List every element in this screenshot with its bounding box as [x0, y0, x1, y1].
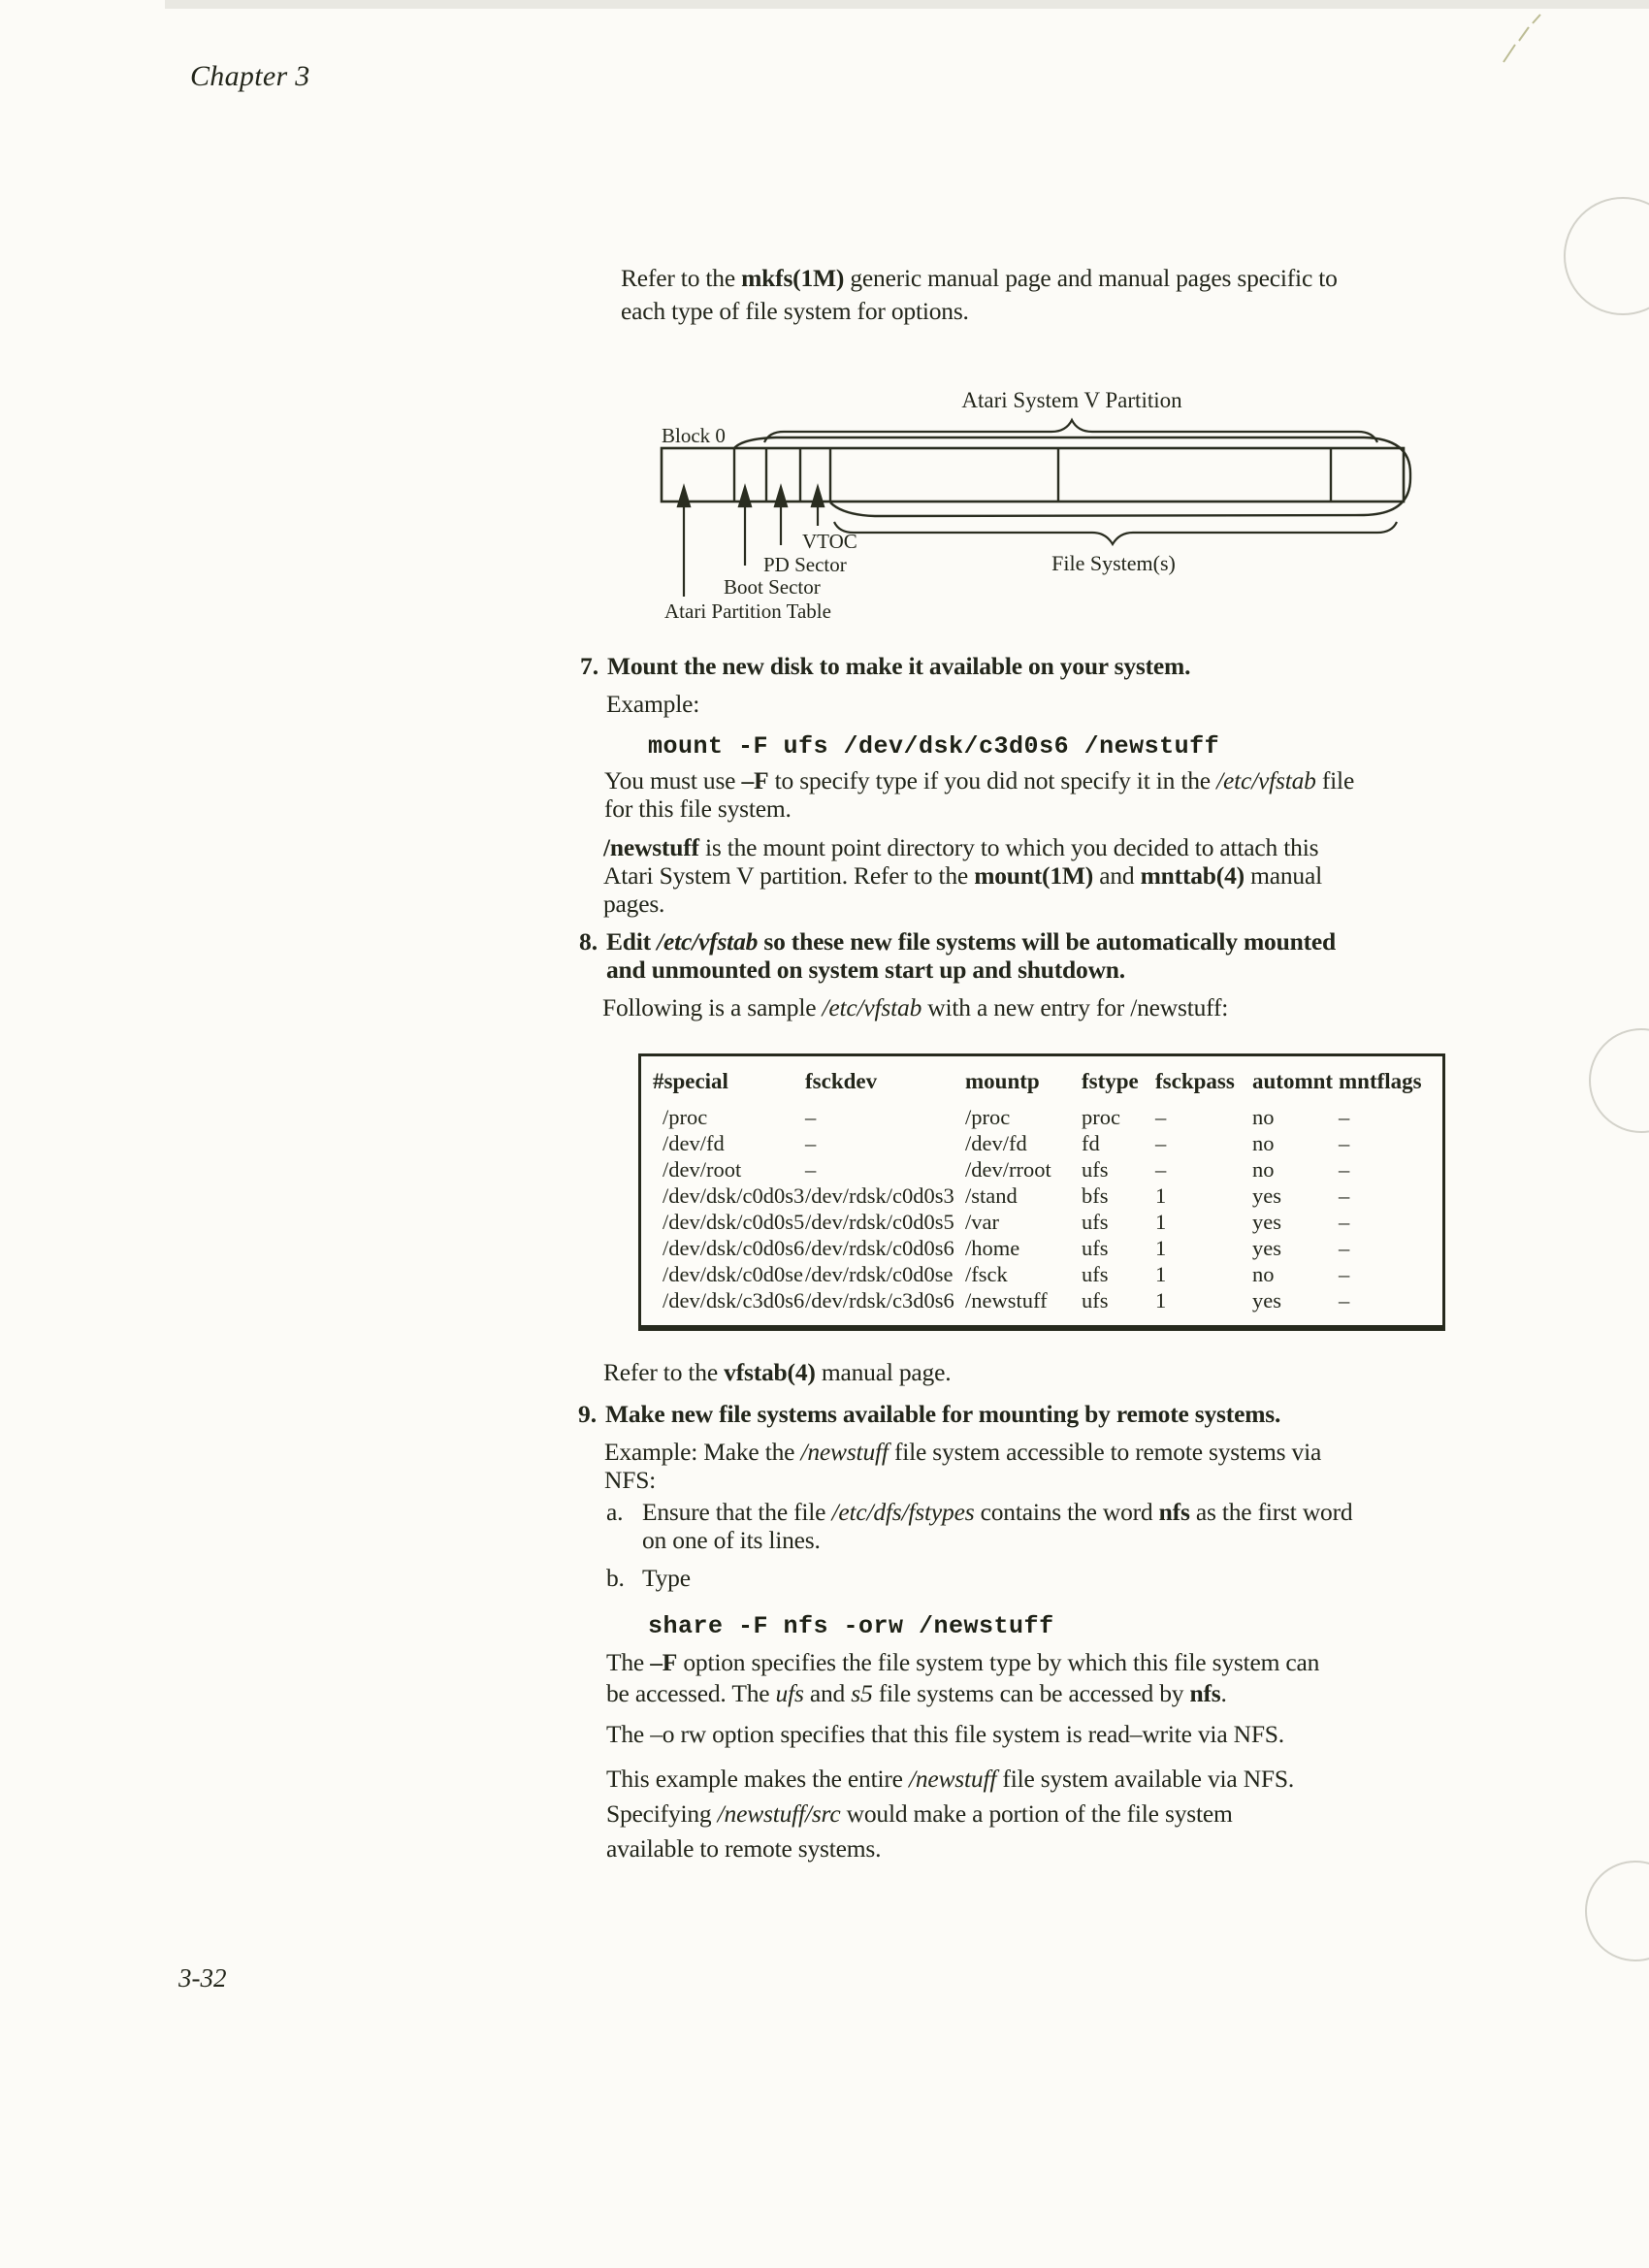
text-segment: vfstab(4) — [724, 1358, 816, 1386]
text-segment: mount(1M) — [974, 861, 1094, 890]
text-segment: option specifies the file system type by which this file system can — [677, 1648, 1320, 1676]
text-segment: manual — [1244, 861, 1322, 890]
table-row — [641, 1209, 1442, 1235]
step-8-para-1 — [602, 993, 1228, 1022]
text-segment: would make a portion of the file system — [840, 1799, 1233, 1828]
table-cell: /dev/dsk/c0d0s6 — [663, 1236, 805, 1260]
table-cell: 1 — [1155, 1210, 1167, 1234]
pen-scratch-mark — [1494, 12, 1562, 70]
step-9-para-2 — [606, 1647, 1319, 1709]
table-cell: – — [1155, 1131, 1167, 1155]
text-segment: The — [606, 1648, 651, 1676]
sub-item-b-label: b. — [606, 1564, 625, 1592]
table-cell: – — [1339, 1210, 1350, 1234]
text-segment: Refer to the — [621, 264, 742, 292]
table-cell: – — [1339, 1236, 1350, 1260]
vfstab-table-body — [641, 1104, 1442, 1313]
table-cell: /fsck — [965, 1262, 1008, 1286]
text-segment: The –o rw option specifies that this file system is read–write via NFS. — [606, 1720, 1284, 1748]
table-header-cell: fstype — [1082, 1069, 1139, 1093]
table-cell: proc — [1082, 1105, 1120, 1129]
text-segment: and — [803, 1679, 852, 1707]
table-cell: no — [1252, 1105, 1275, 1129]
text-segment: nfs — [1158, 1498, 1190, 1526]
mount-command-code: mount -F ufs /dev/dsk/c3d0s6 /newstuff — [648, 732, 1220, 761]
text-segment: /etc/vfstab — [822, 993, 922, 1021]
up-arrow — [739, 487, 751, 506]
partition-diagram — [629, 380, 1443, 652]
text-segment: mnttab(4) — [1140, 861, 1245, 890]
text-segment: nfs — [1189, 1679, 1221, 1707]
text-segment: Make new file systems available for mounting by remote systems. — [605, 1400, 1281, 1428]
text-segment: pages. — [603, 890, 665, 918]
table-cell: no — [1252, 1131, 1275, 1155]
table-cell: fd — [1082, 1131, 1100, 1155]
text-segment: Specifying — [606, 1799, 718, 1828]
table-cell: /newstuff — [965, 1288, 1048, 1312]
table-cell: /dev/rroot — [965, 1157, 1051, 1182]
table-cell: /stand — [965, 1183, 1018, 1208]
step-7-para-1 — [604, 766, 1354, 823]
table-cell: – — [805, 1157, 817, 1182]
text-segment: on one of its lines. — [642, 1526, 821, 1554]
table-row — [641, 1287, 1442, 1313]
text-segment: /newstuff — [603, 833, 699, 861]
text-segment: /etc/dfs/fstypes — [831, 1498, 975, 1526]
text-segment: . — [1220, 1679, 1227, 1707]
text-segment: You must use — [604, 766, 742, 794]
page-curl-mark — [1589, 1028, 1649, 1133]
table-header-cell: automnt — [1252, 1069, 1334, 1093]
table-cell: ufs — [1082, 1157, 1109, 1182]
bottom-brace — [834, 522, 1397, 544]
table-cell: no — [1252, 1157, 1275, 1182]
partition-table-label: Atari Partition Table — [664, 599, 831, 623]
text-segment: as the first word — [1189, 1498, 1353, 1526]
text-segment: so these new file systems will be automatically mounted — [758, 927, 1336, 956]
table-cell: – — [1339, 1131, 1350, 1155]
partition-dividers — [734, 448, 1331, 502]
table-cell: – — [805, 1105, 817, 1129]
table-header-cell: mntflags — [1339, 1069, 1422, 1093]
step-8-title — [606, 927, 1336, 984]
text-segment: Ensure that the file — [642, 1498, 832, 1526]
file-systems-label: File System(s) — [1051, 551, 1176, 575]
table-cell: ufs — [1082, 1288, 1109, 1312]
sub-item-a-text — [642, 1498, 1352, 1554]
table-cell: bfs — [1082, 1183, 1109, 1208]
step-9-para-3 — [606, 1720, 1284, 1749]
text-segment: available to remote systems. — [606, 1834, 882, 1863]
sub-item-b-text: Type — [642, 1564, 691, 1592]
table-cell: no — [1252, 1262, 1275, 1286]
table-cell: 1 — [1155, 1262, 1167, 1286]
step-9-number: 9. — [578, 1400, 598, 1428]
sub-item-a-label: a. — [606, 1498, 624, 1526]
text-segment: /etc/vfstab — [1216, 766, 1316, 794]
text-segment: mkfs(1M) — [741, 264, 845, 292]
table-cell: ufs — [1082, 1236, 1109, 1260]
text-segment: s5 — [851, 1679, 873, 1707]
vfstab-reference — [603, 1358, 951, 1387]
table-cell: – — [1155, 1105, 1167, 1129]
text-segment: ufs — [775, 1679, 804, 1707]
table-cell: /dev/dsk/c0d0s3 — [663, 1183, 805, 1208]
table-cell: – — [1339, 1157, 1350, 1182]
vfstab-table-frame — [638, 1053, 1445, 1331]
example-label: Example: — [606, 690, 700, 718]
table-cell: /var — [965, 1210, 999, 1234]
text-segment: and unmounted on system start up and shutdown. — [606, 956, 1125, 984]
step-9-para-4 — [606, 1762, 1294, 1866]
table-header-cell: fsckdev — [805, 1069, 878, 1093]
table-cell: – — [1155, 1157, 1167, 1182]
table-row — [641, 1156, 1442, 1183]
text-segment: /newstuff — [800, 1438, 889, 1466]
page-number: 3-32 — [178, 1963, 227, 1993]
table-row — [641, 1183, 1442, 1209]
vfstab-table — [641, 1056, 1442, 1313]
table-cell: /dev/root — [663, 1157, 742, 1182]
table-cell: /dev/fd — [965, 1131, 1027, 1155]
table-row — [641, 1235, 1442, 1261]
step-7-para-2 — [603, 833, 1322, 918]
page-curl-mark — [1585, 1861, 1649, 1961]
text-segment: generic manual page and manual pages specific to — [844, 264, 1338, 292]
text-segment: be accessed. The — [606, 1679, 776, 1707]
table-cell: 1 — [1155, 1183, 1167, 1208]
table-cell: /dev/rdsk/c0d0s5 — [805, 1210, 954, 1234]
table-cell: /dev/dsk/c0d0se — [663, 1262, 803, 1286]
text-segment: Mount the new disk to make it available on your system. — [607, 652, 1191, 680]
partition-bar — [662, 448, 1404, 502]
table-cell: – — [1339, 1288, 1350, 1312]
table-cell: yes — [1252, 1210, 1281, 1234]
step-7-number: 7. — [580, 652, 599, 680]
text-segment: file system available via NFS. — [996, 1765, 1295, 1793]
up-arrow — [678, 487, 690, 506]
text-segment: file systems can be accessed by — [872, 1679, 1190, 1707]
table-cell: /dev/dsk/c0d0s5 — [663, 1210, 805, 1234]
table-cell: /dev/fd — [663, 1131, 725, 1155]
text-segment: /newstuff — [908, 1765, 997, 1793]
text-segment: –F — [650, 1648, 678, 1676]
text-segment: Example: Make the — [604, 1438, 801, 1466]
text-segment: file system accessible to remote systems via — [888, 1438, 1322, 1466]
table-cell: – — [1339, 1183, 1350, 1208]
text-segment: file — [1315, 766, 1355, 794]
share-command-code: share -F nfs -orw /newstuff — [648, 1612, 1054, 1640]
table-header-cell: mountp — [965, 1069, 1040, 1093]
text-segment: and — [1093, 861, 1141, 890]
table-cell: yes — [1252, 1236, 1281, 1260]
pd-sector-label: PD Sector — [763, 553, 847, 576]
text-segment: –F — [741, 766, 769, 794]
table-cell: /dev/rdsk/c0d0se — [805, 1262, 954, 1286]
table-row — [641, 1104, 1442, 1130]
top-brace — [764, 420, 1377, 442]
step-7-title — [607, 652, 1190, 681]
text-segment: Atari System V partition. Refer to the — [603, 861, 975, 890]
scan-edge-band — [165, 0, 1649, 9]
text-segment: Refer to the — [603, 1358, 725, 1386]
text-segment: This example makes the entire — [606, 1765, 909, 1793]
table-cell: – — [1339, 1262, 1350, 1286]
text-segment: manual page. — [815, 1358, 952, 1386]
nfs-example-para — [604, 1438, 1321, 1494]
table-cell: yes — [1252, 1183, 1281, 1208]
text-segment: to specify type if you did not specify it in the — [768, 766, 1217, 794]
boot-sector-label: Boot Sector — [724, 575, 821, 599]
table-cell: /dev/rdsk/c0d0s3 — [805, 1183, 954, 1208]
text-segment: Edit — [606, 927, 658, 956]
chapter-heading: Chapter 3 — [190, 60, 310, 92]
table-header-cell: #special — [653, 1069, 728, 1093]
step-9-title — [605, 1400, 1280, 1429]
table-cell: 1 — [1155, 1236, 1167, 1260]
page-curl-mark — [1564, 197, 1649, 315]
table-header-cell: fsckpass — [1155, 1069, 1235, 1093]
text-segment: with a new entry for /newstuff: — [922, 993, 1229, 1021]
text-segment: /etc/vfstab — [657, 927, 759, 956]
table-row — [641, 1261, 1442, 1287]
text-segment: NFS: — [604, 1466, 657, 1494]
table-cell: ufs — [1082, 1210, 1109, 1234]
table-cell: /dev/dsk/c3d0s6 — [663, 1288, 805, 1312]
text-segment: /newstuff/src — [717, 1799, 841, 1828]
vtoc-label: VTOC — [802, 530, 857, 553]
table-cell: ufs — [1082, 1262, 1109, 1286]
table-cell: – — [1339, 1105, 1350, 1129]
intro-paragraph — [621, 262, 1338, 328]
up-arrow — [775, 487, 787, 506]
text-segment: contains the word — [974, 1498, 1159, 1526]
text-segment: is the mount point directory to which you decided to attach this — [698, 833, 1319, 861]
table-cell: /dev/rdsk/c3d0s6 — [805, 1288, 954, 1312]
up-arrow — [812, 487, 824, 506]
table-cell: /home — [965, 1236, 1020, 1260]
table-cell: – — [805, 1131, 817, 1155]
table-cell: /dev/rdsk/c0d0s6 — [805, 1236, 954, 1260]
text-segment: each type of file system for options. — [621, 297, 969, 325]
block0-label: Block 0 — [662, 424, 726, 447]
table-cell: /proc — [663, 1105, 708, 1129]
table-row — [641, 1130, 1442, 1156]
table-cell: /proc — [965, 1105, 1011, 1129]
table-cell: yes — [1252, 1288, 1281, 1312]
vfstab-header-row — [641, 1056, 1442, 1104]
step-8-number: 8. — [579, 927, 598, 956]
diagram-title: Atari System V Partition — [961, 388, 1182, 412]
text-segment: for this file system. — [604, 794, 792, 823]
text-segment: Following is a sample — [602, 993, 823, 1021]
table-cell: 1 — [1155, 1288, 1167, 1312]
